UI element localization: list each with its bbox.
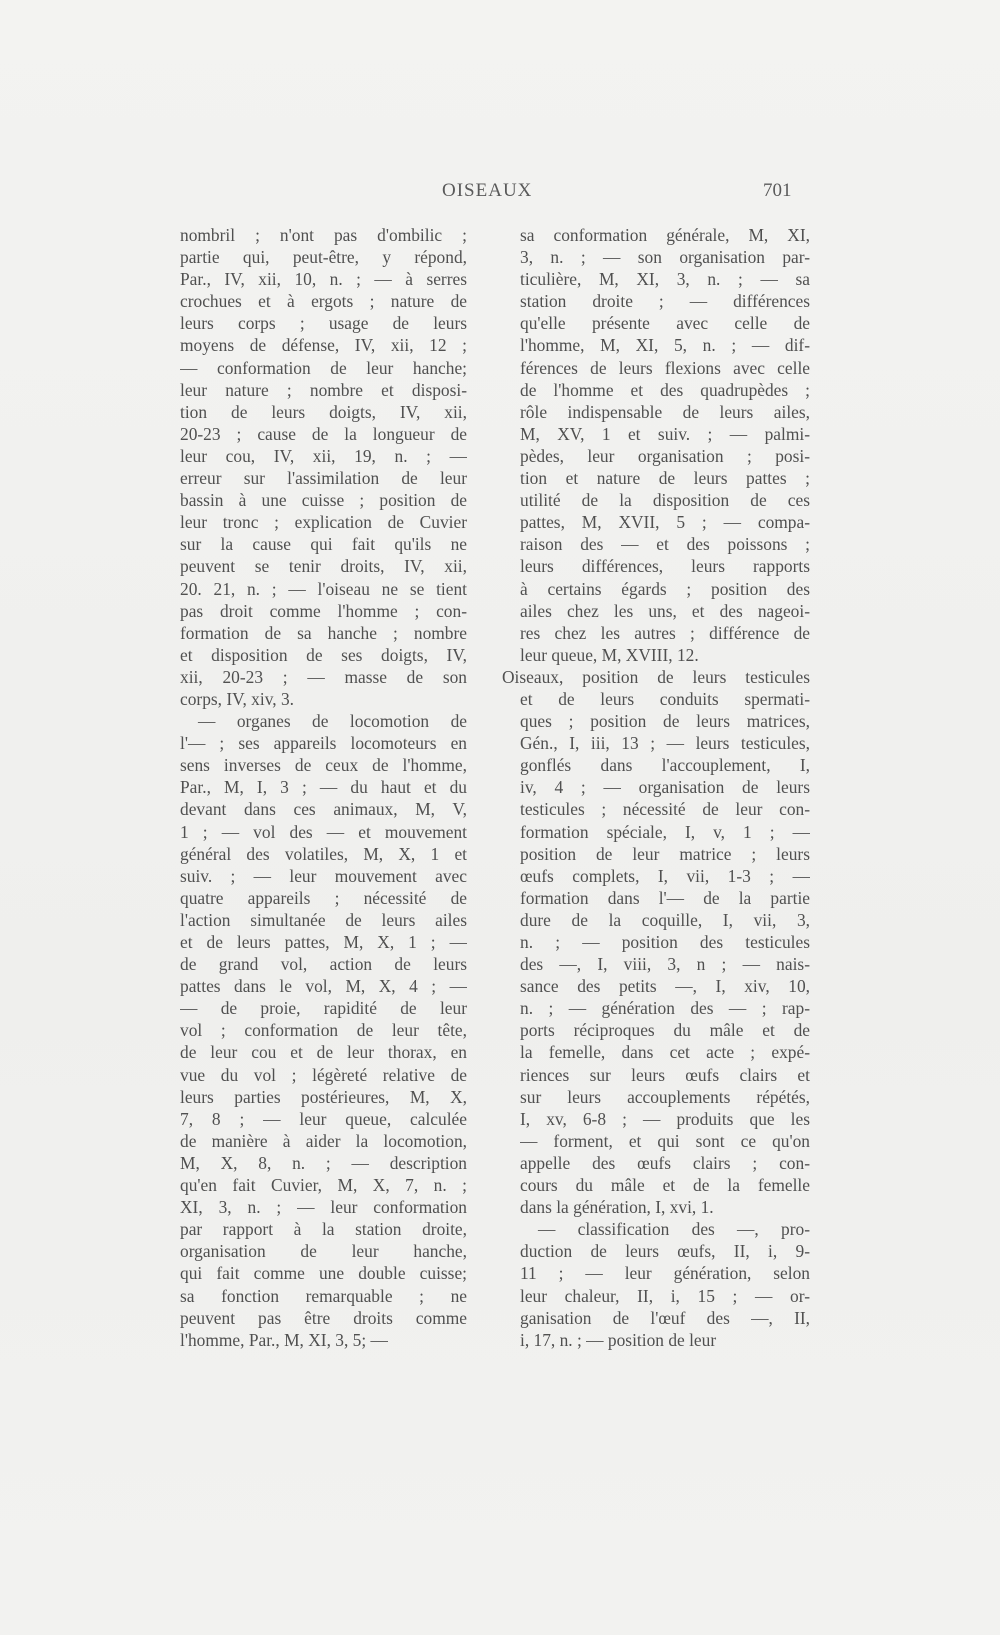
index-line: leur chaleur, II, i, 15 ; — or-: [520, 1285, 810, 1306]
index-line: et disposition de ses doigts, IV,: [180, 644, 467, 665]
index-line: Par., IV, xii, 10, n. ; — à serres: [180, 269, 467, 290]
index-line: pattes dans le vol, M, X, 4 ; —: [180, 976, 467, 997]
index-line: ques ; position de leurs matrices,: [520, 711, 810, 732]
index-line: leurs corps ; usage de leurs: [180, 313, 467, 334]
index-line: devant dans ces animaux, M, V,: [180, 799, 467, 820]
index-line: qu'elle présente avec celle de: [520, 313, 810, 334]
index-column-left: [180, 224, 467, 1351]
index-line: utilité de la disposition de ces: [520, 490, 810, 511]
index-line: œufs complets, I, vii, 1-3 ; —: [520, 865, 810, 886]
index-line: Oiseaux, position de leurs testicules: [502, 666, 810, 687]
index-line: sance des petits —, I, xiv, 10,: [520, 976, 810, 997]
index-line: — classification des —, pro-: [538, 1219, 810, 1240]
index-line: xii, 20-23 ; — masse de son: [180, 666, 467, 687]
index-line: moyens de défense, IV, xii, 12 ;: [180, 335, 467, 356]
running-title: OISEAUX: [442, 180, 533, 201]
index-line: I, xv, 6-8 ; — produits que les: [520, 1108, 810, 1129]
index-line: XI, 3, n. ; — leur conformation: [180, 1197, 467, 1218]
index-line: général des volatiles, M, X, 1 et: [180, 843, 467, 864]
index-line: 1 ; — vol des — et mouvement: [180, 821, 467, 842]
index-line: M, XV, 1 et suiv. ; — palmi-: [520, 423, 810, 444]
index-line: bassin à une cuisse ; position de: [180, 490, 467, 511]
index-line: — organes de locomotion de: [198, 711, 467, 732]
index-line: n. ; — position des testicules: [520, 932, 810, 952]
index-line: formation dans l'— de la partie: [520, 887, 810, 908]
index-line: l'homme, M, XI, 5, n. ; — dif-: [520, 335, 810, 356]
index-line: la femelle, dans cet acte ; expé-: [520, 1042, 810, 1063]
index-line: tion de leurs doigts, IV, xii,: [180, 401, 467, 422]
index-line: sur la cause qui fait qu'ils ne: [180, 534, 467, 555]
index-line: — conformation de leur hanche;: [180, 357, 467, 378]
index-line: à certains égards ; position des: [520, 578, 810, 599]
index-line: riences sur leurs œufs clairs et: [520, 1064, 810, 1085]
index-line: crochues et à ergots ; nature de: [180, 291, 467, 312]
index-line: l'— ; ses appareils locomoteurs en: [180, 733, 467, 754]
index-line: gonflés dans l'accouplement, I,: [520, 755, 810, 776]
index-line: cours du mâle et de la femelle: [520, 1175, 810, 1196]
index-line: suiv. ; — leur mouvement avec: [180, 865, 467, 886]
index-line: peuvent se tenir droits, IV, xii,: [180, 556, 467, 577]
index-line: qui fait comme une double cuisse;: [180, 1263, 467, 1284]
index-line: 20. 21, n. ; — l'oiseau ne se tient: [180, 578, 467, 599]
index-line: 20-23 ; cause de la longueur de: [180, 423, 467, 444]
index-line: leur tronc ; explication de Cuvier: [180, 512, 467, 533]
index-line: 11 ; — leur génération, selon: [520, 1263, 810, 1284]
index-line: — de proie, rapidité de leur: [180, 998, 467, 1019]
index-line: Par., M, I, 3 ; — du haut et du: [180, 777, 467, 798]
index-line: rôle indispensable de leurs ailes,: [520, 401, 810, 422]
index-line: ganisation de l'œuf des —, II,: [520, 1307, 810, 1328]
index-line: sens inverses de ceux de l'homme,: [180, 755, 467, 776]
index-line: l'action simultanée de leurs ailes: [180, 909, 467, 930]
index-line: station droite ; — différences: [520, 291, 810, 312]
index-line: de leur cou et de leur thorax, en: [180, 1042, 467, 1063]
index-line: M, X, 8, n. ; — description: [180, 1152, 467, 1173]
index-line: leur queue, M, XVIII, 12.: [520, 644, 699, 665]
index-line: sur leurs accouplements répétés,: [520, 1086, 810, 1107]
running-head: [0, 180, 1000, 210]
index-line: vol ; conformation de leur tête,: [180, 1020, 467, 1041]
index-line: partie qui, peut-être, y répond,: [180, 247, 467, 268]
index-line: 7, 8 ; — leur queue, calculée: [180, 1108, 467, 1129]
index-line: peuvent pas être droits comme: [180, 1307, 467, 1328]
index-line: appelle des œufs clairs ; con-: [520, 1152, 810, 1173]
index-line: de grand vol, action de leurs: [180, 954, 467, 975]
index-column-right: [502, 224, 810, 1351]
index-line: leurs parties postérieures, M, X,: [180, 1086, 467, 1107]
index-line: et de leurs pattes, M, X, 1 ; —: [180, 932, 467, 952]
index-line: pèdes, leur organisation ; posi-: [520, 445, 810, 466]
index-line: leur nature ; nombre et disposi-: [180, 379, 467, 400]
index-line: formation de sa hanche ; nombre: [180, 622, 467, 643]
index-line: organisation de leur hanche,: [180, 1241, 467, 1262]
index-line: Gén., I, iii, 13 ; — leurs testicules,: [520, 733, 810, 754]
page-number: 701: [763, 180, 792, 201]
index-line: ports réciproques du mâle et de: [520, 1020, 810, 1041]
index-line: erreur sur l'assimilation de leur: [180, 468, 467, 489]
index-line: férences de leurs flexions avec celle: [520, 357, 810, 378]
index-line: par rapport à la station droite,: [180, 1219, 467, 1240]
index-line: leurs différences, leurs rapports: [520, 556, 810, 577]
index-line: vue du vol ; légèreté relative de: [180, 1064, 467, 1085]
index-line: formation spéciale, I, v, 1 ; —: [520, 821, 810, 842]
index-line: iv, 4 ; — organisation de leurs: [520, 777, 810, 798]
index-line: et de leurs conduits spermati-: [520, 688, 810, 709]
index-line: raison des — et des poissons ;: [520, 534, 810, 555]
index-line: nombril ; n'ont pas d'ombilic ;: [180, 225, 467, 245]
index-line: des —, I, viii, 3, n ; — nais-: [520, 954, 810, 975]
index-line: — forment, et qui sont ce qu'on: [520, 1130, 810, 1151]
index-line: i, 17, n. ; — position de leur: [520, 1329, 717, 1350]
index-line: sa fonction remarquable ; ne: [180, 1285, 467, 1306]
index-line: dans la génération, I, xvi, 1.: [520, 1197, 714, 1218]
index-line: quatre appareils ; nécessité de: [180, 887, 467, 908]
index-line: l'homme, Par., M, XI, 3, 5; —: [180, 1329, 388, 1350]
index-line: 3, n. ; — son organisation par-: [520, 247, 810, 268]
index-line: tion et nature de leurs pattes ;: [520, 468, 810, 489]
index-line: ailes chez les uns, et des nageoi-: [520, 600, 810, 621]
index-line: res chez les autres ; différence de: [520, 622, 810, 643]
index-line: de manière à aider la locomotion,: [180, 1130, 467, 1151]
index-line: n. ; — génération des — ; rap-: [520, 998, 810, 1019]
index-line: sa conformation générale, M, XI,: [520, 225, 810, 245]
index-line: duction de leurs œufs, II, i, 9-: [520, 1241, 810, 1262]
index-line: dure de la coquille, I, vii, 3,: [520, 909, 810, 930]
index-line: pas droit comme l'homme ; con-: [180, 600, 467, 621]
index-line: pattes, M, XVII, 5 ; — compa-: [520, 512, 810, 533]
index-line: ticulière, M, XI, 3, n. ; — sa: [520, 269, 810, 290]
index-line: corps, IV, xiv, 3.: [180, 688, 294, 709]
index-line: qu'en fait Cuvier, M, X, 7, n. ;: [180, 1175, 467, 1196]
index-line: leur cou, IV, xii, 19, n. ; —: [180, 445, 467, 466]
index-line: testicules ; nécessité de leur con-: [520, 799, 810, 820]
index-line: position de leur matrice ; leurs: [520, 843, 810, 864]
index-line: de l'homme et des quadrupèdes ;: [520, 379, 810, 400]
